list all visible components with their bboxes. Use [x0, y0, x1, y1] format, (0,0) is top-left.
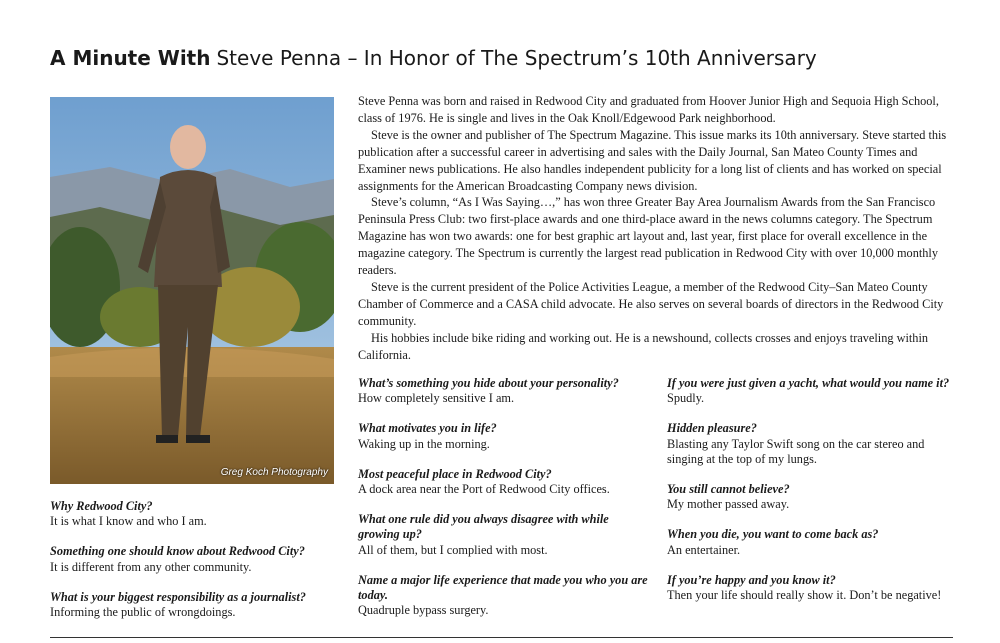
qa-column-left [50, 499, 340, 635]
answer: An entertainer. [667, 542, 741, 557]
qa-item [667, 573, 957, 604]
answer: My mother passed away. [667, 497, 790, 512]
answer: It is what I know and who I am. [50, 514, 207, 529]
answer: Waking up in the morning. [358, 436, 490, 451]
title-rest: Steve Penna – In Honor of The Spectrum’s 10th Anniversary [216, 46, 817, 70]
question: Most peaceful place in Redwood City? [358, 466, 552, 481]
bottom-divider [50, 637, 953, 638]
question: What motivates you in life? [358, 421, 497, 436]
qa-item [50, 544, 340, 575]
qa-item [667, 421, 957, 467]
qa-item [667, 527, 957, 558]
answer: Informing the public of wrongdoings. [50, 605, 236, 620]
answer: A dock area near the Port of Redwood City offices. [358, 482, 610, 497]
question: What’s something you hide about your personality? [358, 376, 619, 390]
qa-item [50, 590, 340, 621]
qa-item [667, 376, 957, 407]
qa-item [358, 573, 648, 619]
answer: It is different from any other community. [50, 559, 252, 574]
question: Something one should know about Redwood City? [50, 544, 305, 559]
qa-item [667, 482, 957, 513]
qa-column-right [667, 376, 957, 618]
answer: All of them, but I complied with most. [358, 542, 548, 557]
answer: Then your life should really show it. Don’t be negative! [667, 588, 942, 603]
bio-paragraph: Steve’s column, “As I Was Saying…,” has won three Greater Bay Area Journalism Awards from the San Francisco Peninsula Press Club: two first-place awards and one third-place award in the news columns category. The Spectrum Magazine has won two awards: one for best graphic art layout and, last year, first place for overall excellence in the magazine category. The Spectrum is currently the largest read publication in Redwood City with over 10,000 monthly readers. [358, 195, 938, 278]
answer: Quadruple bypass surgery. [358, 603, 489, 618]
answer: Spudly. [667, 391, 705, 406]
answer: Blasting any Taylor Swift song on the car stereo and singing at the top of my lungs. [667, 436, 925, 467]
bio-paragraph: His hobbies include bike riding and working out. He is a newshound, collects crosses and enjoys traveling within California. [358, 330, 929, 362]
question: You still cannot believe? [667, 482, 790, 497]
page-title [50, 46, 970, 76]
question: If you’re happy and you know it? [667, 572, 836, 587]
qa-item [358, 376, 648, 407]
question: What is your biggest responsibility as a journalist? [50, 589, 306, 604]
question: What one rule did you always disagree with while growing up? [358, 511, 609, 542]
question: When you die, you want to come back as? [667, 527, 879, 542]
portrait-illustration [50, 97, 334, 484]
bio-paragraph: Steve is the current president of the Police Activities League, a member of the Redwood City–San Mateo County Chamber of Commerce and a CASA child advocate. He also serves on several boards of directors in the Redwood City community. [358, 279, 944, 328]
qa-item [50, 499, 340, 530]
bio-text [358, 93, 953, 364]
question: Name a major life experience that made you who you are today. [358, 572, 648, 603]
photo-credit: Greg Koch Photography [220, 467, 328, 478]
question: If you were just given a yacht, what would you name it? [667, 376, 950, 390]
question: Why Redwood City? [50, 499, 153, 513]
qa-column-middle [358, 376, 648, 633]
qa-item [358, 512, 648, 558]
question: Hidden pleasure? [667, 421, 757, 436]
qa-item [358, 467, 648, 498]
answer: How completely sensitive I am. [358, 391, 515, 406]
qa-item [358, 421, 648, 452]
title-lead: A Minute With [50, 46, 211, 70]
portrait-photo [50, 97, 334, 484]
bio-paragraph: Steve is the owner and publisher of The Spectrum Magazine. This issue marks its 10th anniversary. Steve started this publication after a successful career in advertising and sales with the Daily Journal, San Mateo County Times and Examiner news publications. He also handles independent publicity for a long list of clients and has worked on special assignments for the American Broadcasting Company news division. [358, 127, 947, 193]
bio-paragraph: Steve Penna was born and raised in Redwood City and graduated from Hoover Junior High and Sequoia High School, class of 1976. He is single and lives in the Oak Knoll/Edgewood Park neighborhood. [358, 94, 939, 125]
